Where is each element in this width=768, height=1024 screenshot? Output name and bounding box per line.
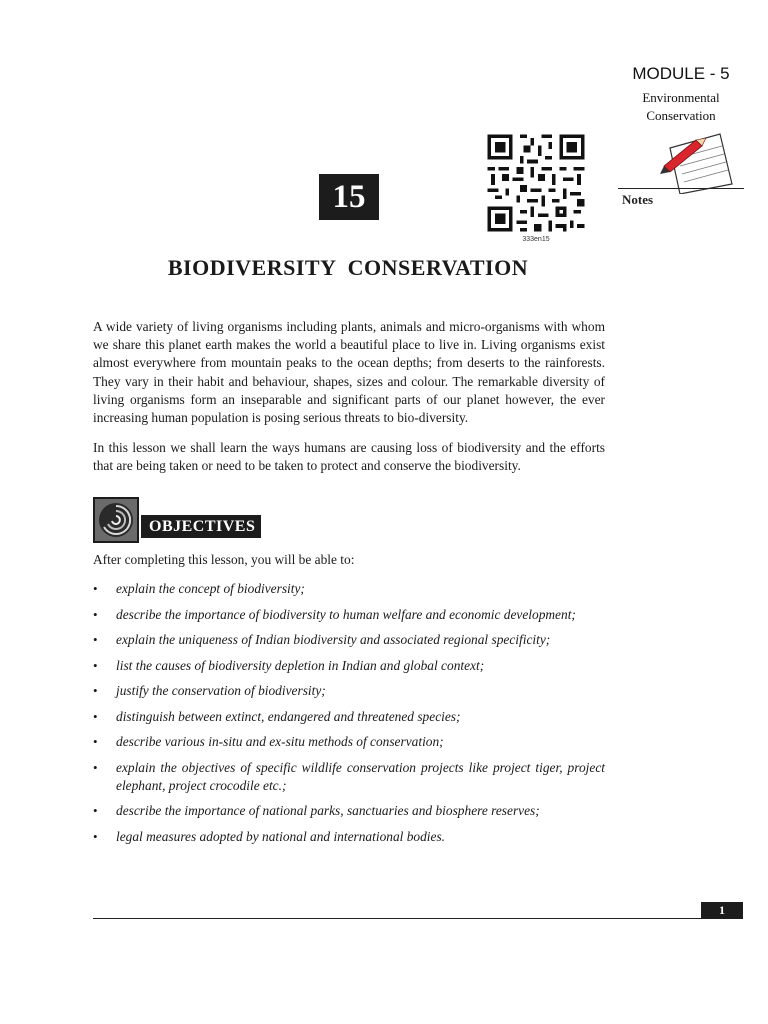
qr-caption: 333en15 — [522, 236, 550, 243]
objective-item — [93, 631, 605, 649]
qr-code-icon — [484, 131, 588, 235]
bullet-icon: • — [93, 581, 98, 596]
objective-text: describe the importance of national parks, sanctuaries and biosphere reserves; — [116, 803, 540, 818]
objective-text: describe various in-situ and ex-situ methods of conservation; — [116, 734, 444, 749]
objectives-intro: After completing this lesson, you will be able to: — [93, 552, 355, 567]
page-number: 1 — [701, 902, 743, 919]
objective-item — [93, 682, 605, 700]
objectives-list — [93, 580, 605, 853]
objective-item — [93, 606, 605, 624]
objective-item — [93, 657, 605, 675]
module-subtitle-line1: Environmental — [642, 90, 720, 105]
intro-paragraph-2: In this lesson we shall learn the ways humans are causing loss of biodiversity and the efforts that are being taken or need to be taken to protect and conserve the biodiversity. — [93, 440, 605, 474]
lesson-title: BIODIVERSITY CONSERVATION — [167, 255, 529, 280]
module-subtitle — [616, 89, 746, 125]
objective-text: describe the importance of biodiversity to human welfare and economic development; — [116, 606, 576, 622]
bullet-icon: • — [93, 734, 98, 749]
objective-text: list the causes of biodiversity depletion in Indian and global context; — [116, 657, 485, 673]
notes-pencil-icon — [656, 128, 736, 194]
objective-text: explain the uniqueness of Indian biodiversity and associated regional specificity; — [116, 632, 551, 647]
bullet-icon: • — [93, 759, 98, 775]
notes-divider — [618, 188, 744, 189]
objective-item — [93, 733, 605, 751]
bullet-icon: • — [93, 657, 98, 673]
intro-paragraph-1: A wide variety of living organisms including plants, animals and micro-organisms with whom we share this planet earth makes the world a beautiful place to live in. Living organisms exist almost everywhere from mountain peaks to the ocean depths; from deserts to the rainforests. They vary in their habit and behaviour, shapes, sizes and colour. The remarkable diversity of living organisms form an inseparable and significant parts of our planet however, the ever increasing human population is posing serious threats to bio-diversity. — [93, 319, 605, 426]
objective-item — [93, 802, 605, 820]
module-title: MODULE - 5 — [632, 64, 730, 83]
objective-text: justify the conservation of biodiversity; — [116, 683, 326, 698]
objective-text: legal measures adopted by national and international bodies. — [116, 828, 446, 844]
objective-text: explain the objectives of specific wildlife conservation projects like project tiger, project elephant, project crocodile etc.; — [116, 759, 605, 793]
bullet-icon: • — [93, 606, 98, 622]
notes-label: Notes — [622, 192, 654, 207]
objective-item — [93, 708, 605, 726]
footer-divider — [93, 918, 743, 919]
module-subtitle-line2: Conservation — [646, 108, 716, 123]
bullet-icon: • — [93, 632, 98, 647]
bullet-icon: • — [93, 828, 98, 844]
bullet-icon: • — [93, 708, 98, 724]
objectives-target-icon — [93, 497, 139, 543]
objective-item — [93, 759, 605, 795]
objective-item — [93, 580, 605, 598]
objective-item — [93, 828, 605, 846]
objectives-heading: OBJECTIVES — [141, 515, 261, 538]
bullet-icon: • — [93, 683, 98, 698]
bullet-icon: • — [93, 803, 98, 818]
objective-text: explain the concept of biodiversity; — [116, 581, 305, 596]
objective-text: distinguish between extinct, endangered and threatened species; — [116, 708, 461, 724]
chapter-number: 15 — [319, 174, 379, 220]
